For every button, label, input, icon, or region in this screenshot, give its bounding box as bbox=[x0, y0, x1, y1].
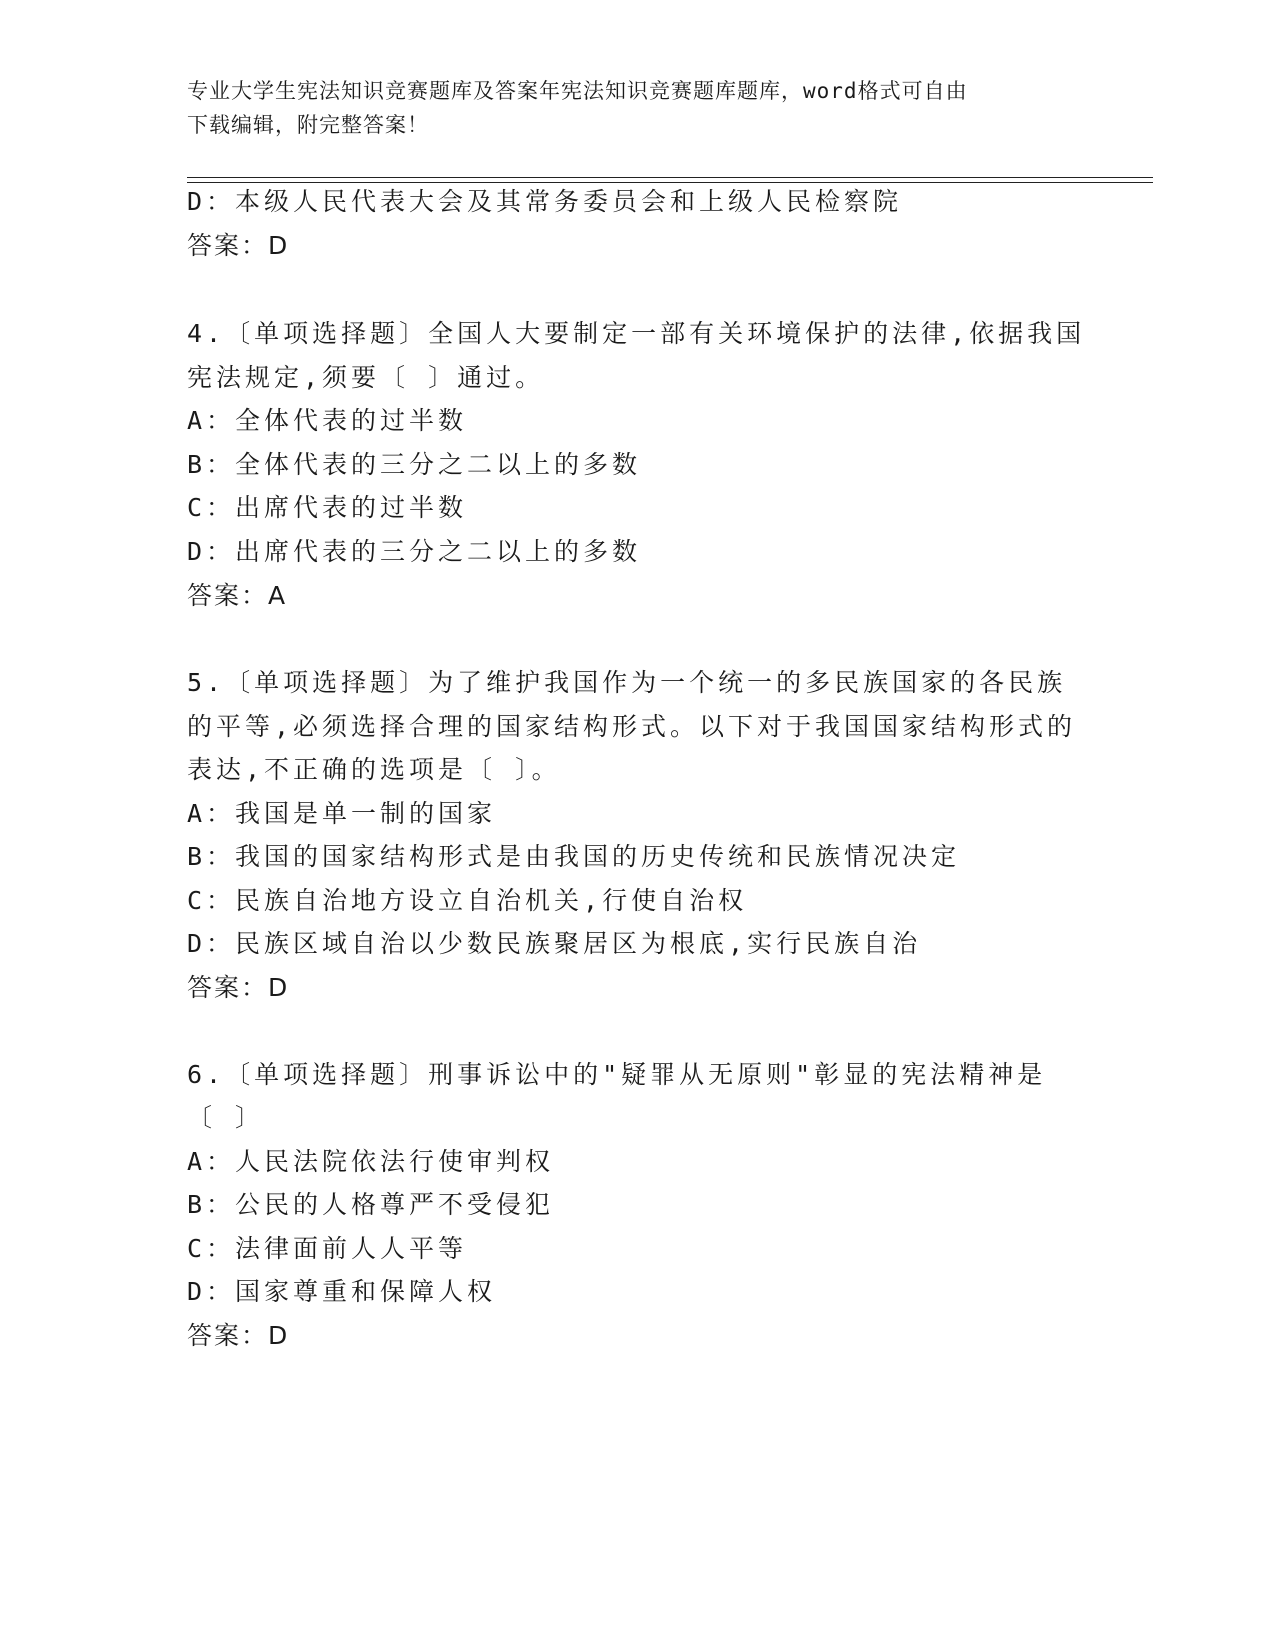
question-6-option-c: C：法律面前人人平等 bbox=[187, 1234, 468, 1263]
header-line-2: 下载编辑，附完整答案！ bbox=[187, 113, 429, 137]
document-header bbox=[187, 74, 1067, 142]
question-5-option-a: A：我国是单一制的国家 bbox=[187, 799, 497, 828]
question-4-option-a: A：全体代表的过半数 bbox=[187, 406, 468, 435]
question-4-option-d: D：出席代表的三分之二以上的多数 bbox=[187, 537, 642, 566]
question-6-stem-line-2: 〔 〕 bbox=[187, 1103, 265, 1132]
header-divider-top bbox=[187, 177, 1153, 178]
question-5-stem-line-2: 的平等,必须选择合理的国家结构形式。以下对于我国国家结构形式的 bbox=[187, 712, 1077, 741]
question-4-answer: 答案：A bbox=[187, 581, 288, 610]
question-5-stem-line-3: 表达,不正确的选项是〔 〕。 bbox=[187, 755, 561, 784]
question-5-option-c: C：民族自治地方设立自治机关,行使自治权 bbox=[187, 886, 748, 915]
question-6-answer: 答案：D bbox=[187, 1321, 290, 1350]
question-6-option-a: A：人民法院依法行使审判权 bbox=[187, 1147, 555, 1176]
header-line-1: 专业大学生宪法知识竞赛题库及答案年宪法知识竞赛题库题库，word格式可自由 bbox=[187, 79, 968, 103]
question-4-option-b: B：全体代表的三分之二以上的多数 bbox=[187, 450, 642, 479]
question-6-option-d: D：国家尊重和保障人权 bbox=[187, 1277, 497, 1306]
question-5-option-d: D：民族区域自治以少数民族聚居区为根底,实行民族自治 bbox=[187, 929, 922, 958]
carryover-answer: 答案：D bbox=[187, 231, 290, 260]
header-divider-bottom bbox=[187, 182, 1153, 183]
question-5-stem-line-1: 5.〔单项选择题〕为了维护我国作为一个统一的多民族国家的各民族 bbox=[187, 668, 1067, 697]
question-4-option-c: C：出席代表的过半数 bbox=[187, 493, 468, 522]
question-6-stem-line-1: 6.〔单项选择题〕刑事诉讼中的"疑罪从无原则"彰显的宪法精神是 bbox=[187, 1060, 1047, 1089]
question-4-stem-line-1: 4.〔单项选择题〕全国人大要制定一部有关环境保护的法律,依据我国 bbox=[187, 319, 1086, 348]
question-6-option-b: B：公民的人格尊严不受侵犯 bbox=[187, 1190, 555, 1219]
question-4-stem-line-2: 宪法规定,须要〔 〕通过。 bbox=[187, 363, 545, 392]
question-5-answer: 答案：D bbox=[187, 973, 290, 1002]
question-5-option-b: B：我国的国家结构形式是由我国的历史传统和民族情况决定 bbox=[187, 842, 961, 871]
carryover-option-d: D：本级人民代表大会及其常务委员会和上级人民检察院 bbox=[187, 187, 903, 216]
